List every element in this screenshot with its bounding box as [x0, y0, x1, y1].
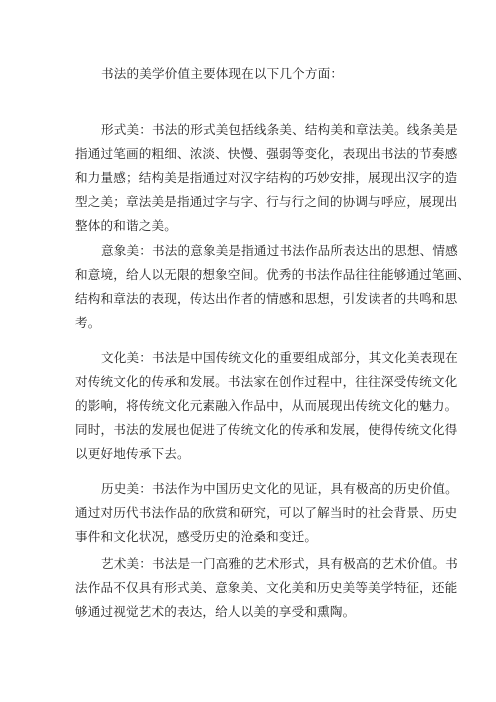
paragraph-historical-beauty-line: 事件和文化状况，感受历史的沧桑和变迁。 [75, 529, 318, 544]
paragraph-artistic-beauty-line: 法作品不仅具有形式美、意象美、文化美和历史美等美学特征，还能 [75, 580, 458, 595]
paragraph-historical-beauty-line: 通过对历代书法作品的欣赏和研究，可以了解当时的社会背景、历史 [75, 505, 458, 520]
paragraph-cultural-beauty-line: 同时，书法的发展也促进了传统文化的传承和发展，使得传统文化得 [75, 422, 458, 437]
paragraph-historical-beauty-line: 历史美：书法作为中国历史文化的见证，具有极高的历史价值。 [101, 481, 458, 496]
paragraph-imagery-beauty-line: 意象美：书法的意象美是指通过书法作品所表达出的思想、情感 [101, 243, 458, 258]
paragraph-cultural-beauty-line: 对传统文化的传承和发展。书法家在创作过程中，往往深受传统文化 [75, 374, 458, 389]
paragraph-formal-beauty-line: 型之美；章法美是指通过字与字、行与行之间的协调与呼应，展现出 [75, 194, 458, 209]
paragraph-imagery-beauty-line: 结构和章法的表现，传达出作者的情感和思想，引发读者的共鸣和思 [75, 291, 458, 306]
paragraph-cultural-beauty-line: 文化美：书法是中国传统文化的重要组成部分，其文化美表现在 [101, 350, 458, 365]
paragraph-artistic-beauty-line: 够通过视觉艺术的表达，给人以美的享受和熏陶。 [75, 604, 356, 619]
paragraph-imagery-beauty-line: 考。 [75, 315, 101, 330]
paragraph-cultural-beauty-line: 以更好地传承下去。 [75, 446, 190, 461]
paragraph-formal-beauty-line: 和力量感；结构美是指通过对汉字结构的巧妙安排，展现出汉字的造 [75, 170, 458, 185]
paragraph-formal-beauty-line: 形式美：书法的形式美包括线条美、结构美和章法美。线条美是 [101, 122, 458, 137]
paragraph-imagery-beauty-line: 和意境，给人以无限的想象空间。优秀的书法作品往往能够通过笔画、 [75, 267, 471, 282]
paragraph-formal-beauty-line: 指通过笔画的粗细、浓淡、快慢、强弱等变化，表现出书法的节奏感 [75, 146, 458, 161]
intro-line: 书法的美学价值主要体现在以下几个方面： [101, 66, 344, 81]
paragraph-cultural-beauty-line: 的影响，将传统文化元素融入作品中，从而展现出传统文化的魅力。 [75, 398, 458, 413]
paragraph-artistic-beauty-line: 艺术美：书法是一门高雅的艺术形式，具有极高的艺术价值。书 [101, 556, 458, 571]
paragraph-formal-beauty-line: 整体的和谐之美。 [75, 218, 177, 233]
